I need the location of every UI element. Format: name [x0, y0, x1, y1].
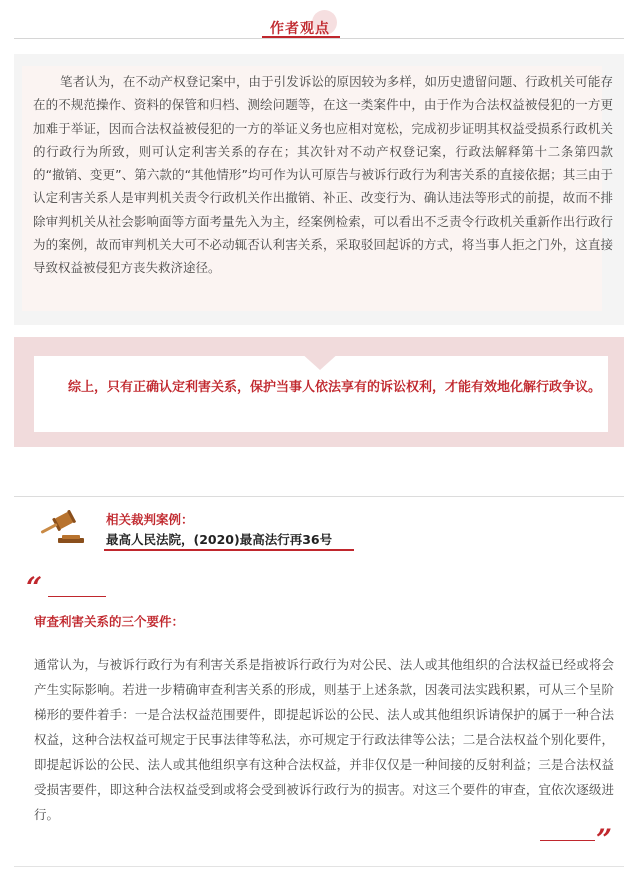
header-divider: [14, 38, 624, 39]
conclusion-notch: [300, 352, 340, 370]
gavel-icon: [38, 510, 88, 546]
open-quote-mark: “: [26, 571, 43, 604]
case-name-underline: [104, 549, 354, 551]
bottom-divider: [14, 866, 624, 867]
requirements-paragraph: 通常认为，与被诉行政行为有利害关系是指被诉行政行为对公民、法人或其他组织的合法权益已经或将会产生实际影响。若进一步精确审查利害关系的形成，则基于上述条款，因袭司法实践积累，可从三个呈阶梯形的要件着手：一是合法权益范围要件，即提起诉讼的公民、法人或其他组织诉请保护的属于一种合法权益，这种合法权益可规定于民事法律等私法，亦可规定于行政法律等公法；二是合法权益个别化要件，即提起诉讼的公民、法人或其他组织享有这种合法权益，并非仅仅是一种间接的反射利益；三是合法权益受损害要件，即这种合法权益受到或将会受到被诉行政行为的损害。对这三个要件的审查，宜依次逐级进行。: [34, 657, 614, 822]
case-name: 最高人民法院，(2020)最高法行再36号: [106, 532, 333, 547]
opinion-paragraph: 笔者认为，在不动产权登记案中，由于引发诉讼的原因较为多样，如历史遗留问题、行政机关可能存在的不规范操作、资料的保管和归档、测绘问题等，在这一类案件中，由于作为合法权益被侵犯的一方更加难于举证，因而合法权益被侵犯的一方的举证义务也应相对宽松，完成初步证明其权益受损系行政机关的行政行为所致，则可认定利害关系的存在；其次针对不动产权登记案，行政法解释第十二条第四款的“撤销、变更”、第六款的“其他情形”均可作为认可原告与被诉行政行为利害关系的直接依据；其三由于认定利害关系人是审判机关责令行政机关作出撤销、补正、改变行为、确认违法等形式的前提，故而不排除审判机关从社会影响面等方面考量先入为主，经案例检索，可以看出不乏责令行政机关重新作出行政行为的案例，故而审判机关大可不必动辄否认利害关系，采取驳回起诉的方式，将当事人拒之门外，这直接导致权益被侵犯方丧失救济途径。: [33, 74, 613, 276]
open-quote-line: [48, 596, 106, 597]
conclusion-text: 综上，只有正确认定利害关系，保护当事人依法享有的诉讼权利，才能有效地化解行政争议。: [68, 380, 602, 395]
requirements-title: 审查利害关系的三个要件：: [34, 614, 185, 629]
section-header: [0, 0, 633, 40]
case-label: 相关裁判案例：: [106, 512, 194, 527]
close-quote-line: [540, 840, 595, 841]
header-title-underline: [262, 36, 340, 38]
section-title: 作者观点: [270, 21, 330, 37]
close-quote-mark: ”: [596, 823, 613, 856]
case-divider: [14, 496, 624, 497]
